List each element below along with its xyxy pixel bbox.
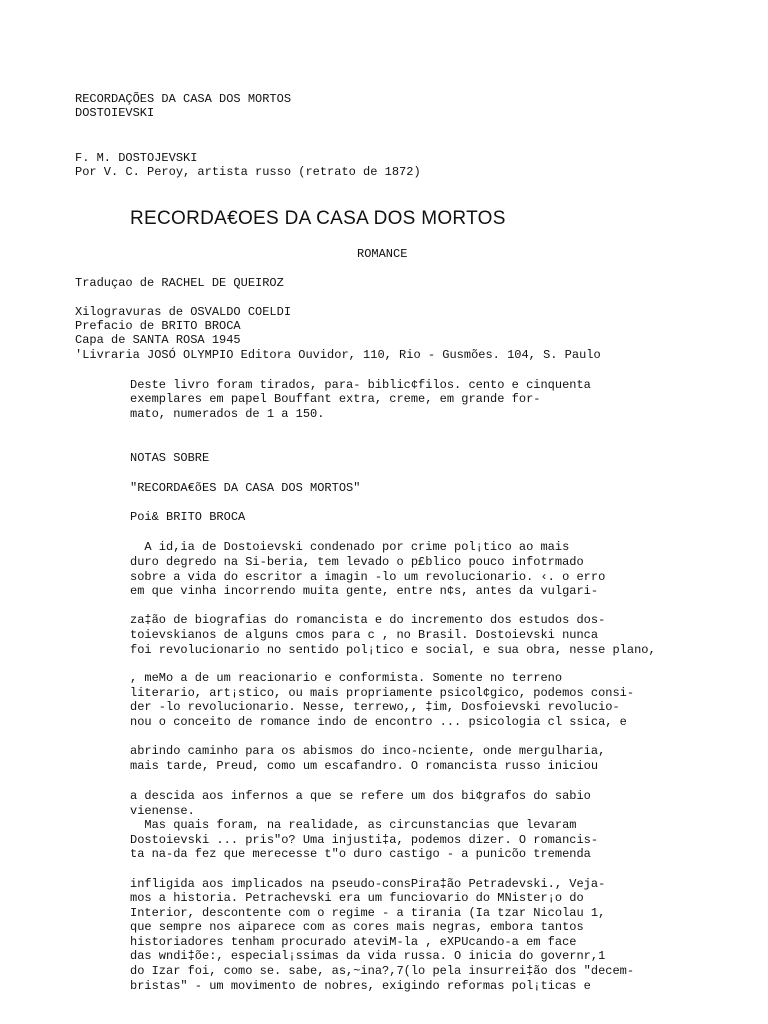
body-line: do Izar foi, como se. sabe, as,~ina?,7(lo pela insurrei‡ão dos "decem- bbox=[130, 964, 635, 978]
notes-heading: NOTAS SOBRE bbox=[130, 451, 210, 465]
book-title: RECORDA€OES DA CASA DOS MORTOS bbox=[130, 208, 506, 229]
credit-line: Xilogravuras de OSVALDO COELDI bbox=[75, 305, 292, 319]
body-line: em que vinha incorrendo muita gente, entre n¢s, antes da vulgari- bbox=[130, 584, 599, 598]
body-line: mais tarde, Preud, como um escafandro. O romancista russo iniciou bbox=[130, 759, 599, 773]
notes-byline: Poi& BRITO BROCA bbox=[130, 510, 246, 524]
body-line: nou o conceito de romance indo de encontro ... psicologia cl ssica, e bbox=[130, 715, 627, 729]
body-line: A id,ia de Dostoievski condenado por crime pol¡tico ao mais bbox=[130, 540, 570, 554]
body-line: toievskianos de alguns cmos para c , no Brasil. Dostoievski nunca bbox=[130, 628, 599, 642]
body-line: Dostoievski ... pris"o? Uma injusti‡a, podemos dizer. O romancis- bbox=[130, 833, 599, 847]
portrait-caption: Por V. C. Peroy, artista russo (retrato de 1872) bbox=[75, 165, 421, 179]
body-line: literario, art¡stico, ou mais propriamente psicol¢gico, podemos consi- bbox=[130, 686, 635, 700]
body-line: der -lo revolucionario. Nesse, terrewo,, ‡im, Dosfoievski revolucio- bbox=[130, 700, 620, 714]
body-line: Interior, descontente com o regime - a tirania (Ia tzar Nicolau 1, bbox=[130, 906, 606, 920]
body-line: vienense. bbox=[130, 804, 195, 818]
body-line: a descida aos infernos a que se refere um dos bi¢grafos do sabio bbox=[130, 789, 591, 803]
body-line: Mas quais foram, na realidade, as circunstancias que levaram bbox=[130, 818, 577, 832]
body-line: historiadores tenham procurado ateviM-la , eXPUcando-a em face bbox=[130, 935, 577, 949]
body-line: , meMo a de um reacionario e conformista. Somente no terreno bbox=[130, 671, 563, 685]
notes-subheading: "RECORDA€õES DA CASA DOS MORTOS" bbox=[130, 481, 361, 495]
body-line: za‡ão de biografias do romancista e do incremento dos estudos dos- bbox=[130, 613, 606, 627]
body-line: foi revolucionario no sentido pol¡tico e social, e sua obra, nesse plano, bbox=[130, 643, 656, 657]
body-line: abrindo caminho para os abismos do inco-nciente, onde mergulharia, bbox=[130, 744, 606, 758]
header-author: DOSTOIEVSKI bbox=[75, 106, 155, 120]
body-line: mos a historia. Petrachevski era um funciovario do MNister¡o do bbox=[130, 891, 584, 905]
body-line: sobre a vida do escritor a imagin -lo um revolucionario. ‹. o erro bbox=[130, 570, 606, 584]
genre-label: ROMANCE bbox=[357, 247, 408, 261]
body-line: bristas" - um movimento de nobres, exigindo reformas pol¡ticas e bbox=[130, 979, 591, 993]
body-line: duro degredo na Si-beria, tem levado o p£blico pouco infotrmado bbox=[130, 555, 584, 569]
credit-line: Capa de SANTA ROSA 1945 bbox=[75, 333, 241, 347]
body-line: ta na-da fez que merecesse t"o duro castigo - a punicõo tremenda bbox=[130, 847, 591, 861]
edition-note-line: exemplares em papel Bouffant extra, creme, em grande for- bbox=[130, 392, 541, 406]
portrait-author: F. M. DOSTOJEVSKI bbox=[75, 151, 198, 165]
edition-note-line: Deste livro foram tirados, para- biblic¢filos. cento e cinquenta bbox=[130, 378, 591, 392]
header-title: RECORDAÇÕES DA CASA DOS MORTOS bbox=[75, 92, 292, 106]
body-line: infligida aos implicados na pseudo-consPira‡ão Petradevski., Veja- bbox=[130, 877, 606, 891]
edition-note-line: mato, numerados de 1 a 150. bbox=[130, 407, 325, 421]
body-line: das wndi‡õe:, especial¡ssimas da vida russa. O inicia do governr,1 bbox=[130, 949, 606, 963]
translation-credit: Traduçao de RACHEL DE QUEIROZ bbox=[75, 276, 284, 290]
credit-line: Prefacio de BRITO BROCA bbox=[75, 319, 241, 333]
body-line: que sempre nos aiparece com as cores mais negras, embora tantos bbox=[130, 920, 584, 934]
publisher-line: 'Livraria JOSÓ OLYMPIO Editora Ouvidor, 110, Rio - Gusmões. 104, S. Paulo bbox=[75, 348, 601, 362]
